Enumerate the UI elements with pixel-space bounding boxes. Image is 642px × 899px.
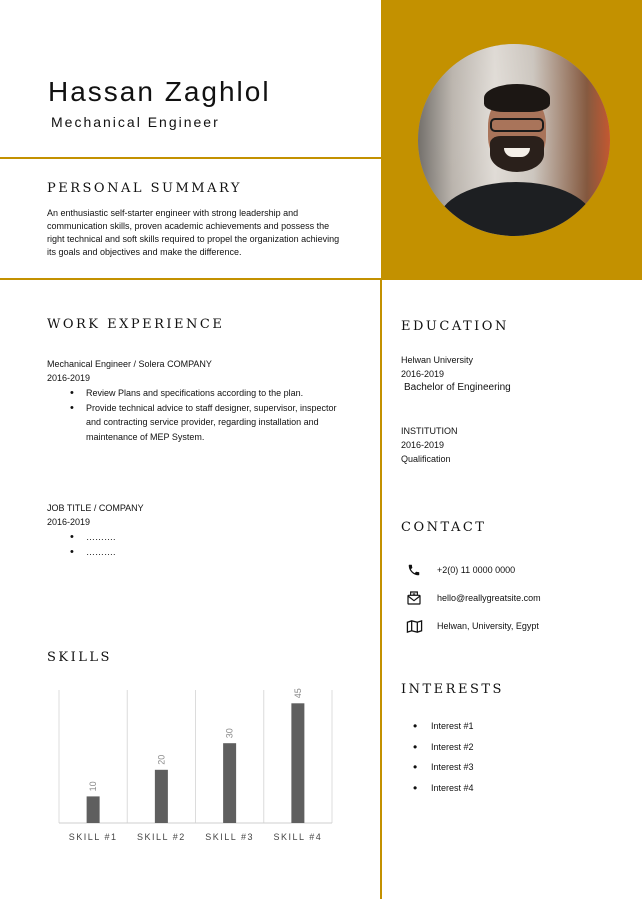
summary-heading: PERSONAL SUMMARY xyxy=(47,181,242,196)
map-icon xyxy=(405,618,423,634)
job-duties xyxy=(70,386,340,444)
list-item: • Review Plans and specifications according to the plan. xyxy=(70,386,340,401)
job-dates: 2016-2019 xyxy=(47,517,91,527)
contact-email xyxy=(405,590,541,606)
education-school: INSTITUTION xyxy=(401,426,458,436)
divider-top xyxy=(0,157,381,159)
job-title: JOB TITLE / COMPANY xyxy=(47,503,144,513)
x-tick-label: SKILL #2 xyxy=(137,832,186,842)
skills-heading: SKILLS xyxy=(47,650,112,665)
x-tick-label: SKILL #4 xyxy=(273,832,323,842)
education-degree: Qualification xyxy=(401,454,451,464)
list-item: • Interest #1 xyxy=(413,716,474,737)
divider-middle xyxy=(0,278,642,280)
work-heading: WORK EXPERIENCE xyxy=(47,317,225,332)
education-dates: 2016-2019 xyxy=(401,440,445,450)
interests-heading: INTERESTS xyxy=(401,682,504,697)
candidate-name: Hassan Zaghlol xyxy=(48,76,271,107)
mail-icon xyxy=(405,590,423,606)
interests-list xyxy=(413,716,474,798)
job-duties xyxy=(70,530,270,559)
job-title: Mechanical Engineer / Solera COMPANY xyxy=(47,359,212,369)
bar-2 xyxy=(155,770,168,823)
summary-text: An enthusiastic self-starter engineer with strong leadership and communication skills, proven academic achievements and possess the right technical and soft skills required to propel the organization achieving its goals and objectives and make the difference. xyxy=(47,208,340,257)
contact-heading: CONTACT xyxy=(401,520,487,535)
bar-1 xyxy=(87,796,100,823)
list-item: • ………. xyxy=(70,530,270,545)
x-tick-label: SKILL #1 xyxy=(68,832,118,842)
list-item: • Interest #4 xyxy=(413,778,474,799)
list-item: • Provide technical advice to staff designer, supervisor, inspector and contracting service provider, regarding installation and maintenance of MEP System. xyxy=(70,401,340,445)
bar-value-label: 45 xyxy=(292,688,303,699)
email-address: hello@reallygreatsite.com xyxy=(437,593,541,603)
education-dates: 2016-2019 xyxy=(401,369,445,379)
bar-value-label: 30 xyxy=(224,728,235,739)
phone-number: +2(0) 11 0000 0000 xyxy=(437,565,516,575)
list-item: • Interest #3 xyxy=(413,757,474,778)
phone-icon xyxy=(405,562,423,578)
education-school: Helwan University xyxy=(401,355,474,365)
skills-chart xyxy=(55,686,340,846)
contact-address xyxy=(405,618,539,634)
education-heading: EDUCATION xyxy=(401,319,509,334)
bar-value-label: 10 xyxy=(88,781,99,792)
bar-3 xyxy=(223,743,236,823)
divider-vertical xyxy=(380,278,382,899)
x-tick-label: SKILL #3 xyxy=(205,832,254,842)
contact-phone xyxy=(405,562,515,578)
list-item: • ………. xyxy=(70,545,270,560)
education-degree: Bachelor of Engineering xyxy=(404,382,511,393)
profile-photo xyxy=(418,44,610,236)
list-item: • Interest #2 xyxy=(413,737,474,758)
bar-value-label: 20 xyxy=(156,754,167,765)
address-text: Helwan, University, Egypt xyxy=(437,621,539,631)
job-dates: 2016-2019 xyxy=(47,373,91,383)
bar-4 xyxy=(291,703,304,823)
candidate-role: Mechanical Engineer xyxy=(51,114,220,130)
